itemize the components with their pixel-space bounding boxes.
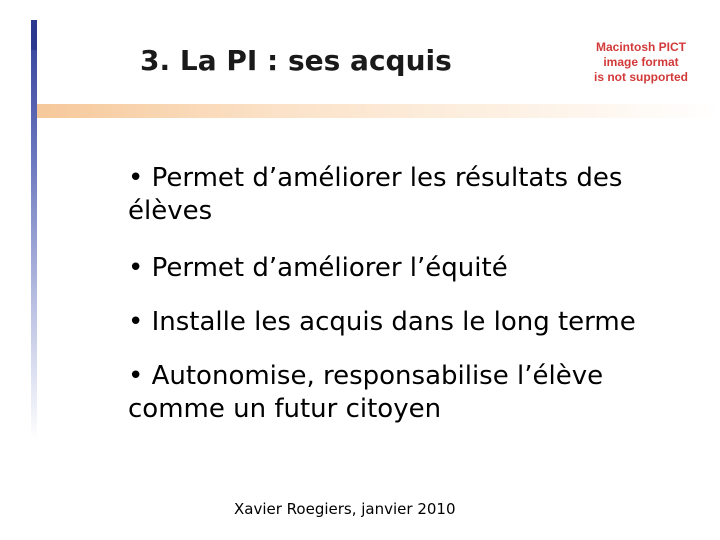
bullet-item: • Permet d’améliorer les résultats des élèves [128, 163, 623, 226]
placeholder-line-1: Macintosh PICT [595, 40, 686, 54]
slide-title: 3. La PI : ses acquis [140, 44, 452, 77]
bullet-item: • Installe les acquis dans le long terme [128, 307, 636, 337]
bullet-item: • Permet d’améliorer l’équité [128, 253, 508, 283]
image-unsupported-placeholder [585, 40, 697, 85]
bullet-item: • Autonomise, responsabilise l’élève comme un futur citoyen [128, 361, 604, 424]
placeholder-line-3: is not supported [594, 70, 688, 84]
placeholder-line-2: image format [603, 55, 679, 69]
slide-footer: Xavier Roegiers, janvier 2010 [234, 500, 456, 518]
left-accent-bar-top [31, 20, 37, 50]
title-underline [37, 104, 720, 118]
